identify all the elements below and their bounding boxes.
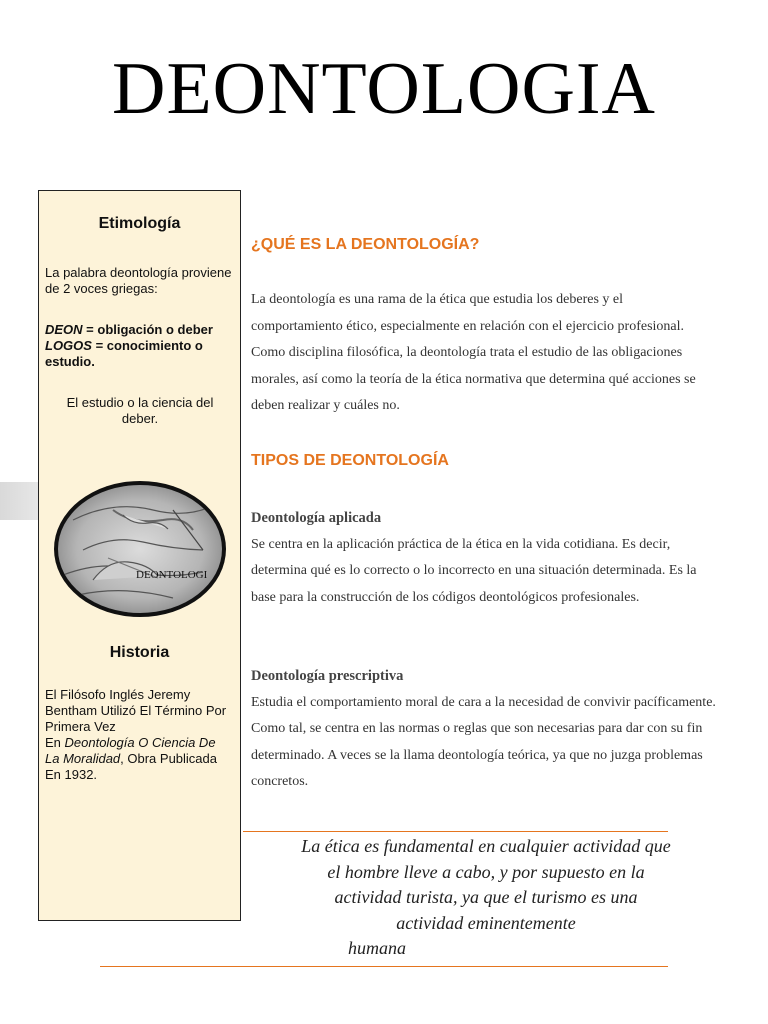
deon-meaning: = obligación o deber <box>82 322 213 337</box>
quote-bottom-rule <box>100 966 668 967</box>
history-publication: , Obra Publicada En 1932. <box>45 751 217 782</box>
etymology-summary: El estudio o la ciencia del deber. <box>66 395 214 426</box>
types-heading: TIPOS DE DEONTOLOGÍA <box>251 452 449 469</box>
history-en: En <box>45 735 65 750</box>
etymology-heading: Etimología <box>98 215 181 232</box>
deon-term: DEON <box>45 322 83 337</box>
logos-definition <box>45 338 233 370</box>
etymology-text: La palabra deontología proviene de 2 voces griegas: <box>45 265 232 296</box>
quote-block <box>300 834 672 962</box>
prescriptive-text: Estudia el comportamiento moral de cara a la necesidad de convivir pacíficamente. Como tal, se centra en las normas o reglas que son necesarias para dar con su fin determinado. A veces se la llama deontología teórica, ya que no juzga problemas concretos. <box>251 694 716 789</box>
history-text <box>45 687 233 783</box>
applied-text: Se centra en la aplicación práctica de la ética en la vida cotidiana. Es decir, determina qué es lo correcto o lo incorrecto en una situación determinada. Es la base para la construcción de los códigos deontológicos profesionales. <box>251 536 697 605</box>
quote-text: La ética es fundamental en cualquier actividad que el hombre lleve a cabo, y por supuesto en la actividad turista, ya que el turismo es una actividad eminentemente <box>301 836 671 933</box>
prescriptive-section <box>251 663 716 796</box>
page-title: DEONTOLOGIA <box>112 48 656 130</box>
history-work-title: Deontología O Ciencia De La Moralidad <box>45 735 216 766</box>
quote-top-rule <box>243 831 668 832</box>
deon-definition <box>45 322 233 338</box>
logos-meaning: = conocimiento o estudio. <box>45 338 203 369</box>
what-is-text: La deontología es una rama de la ética que estudia los deberes y el comportamiento ético, especialmente en relación con el ejercicio profesional. Como disciplina filosófica, la deontología trata el estudio de las obligaciones morales, así como la teoría de la ética normativa que determina qué acciones se deben realizar y cuáles no. <box>251 292 696 413</box>
illustration-caption: DEONTOLOGI <box>136 569 208 581</box>
logos-term: LOGOS <box>45 338 92 353</box>
applied-section <box>251 505 716 611</box>
what-is-heading: ¿QUÉ ES LA DEONTOLOGÍA? <box>251 236 480 253</box>
deontology-illustration <box>53 480 227 618</box>
history-heading: Historia <box>109 644 170 661</box>
quote-last-word: humana <box>348 938 406 958</box>
prescriptive-title: Deontología prescriptiva <box>251 668 404 684</box>
history-intro: El Filósofo Inglés Jeremy Bentham Utilizó El Término Por Primera Vez <box>45 687 227 734</box>
applied-title: Deontología aplicada <box>251 510 382 526</box>
